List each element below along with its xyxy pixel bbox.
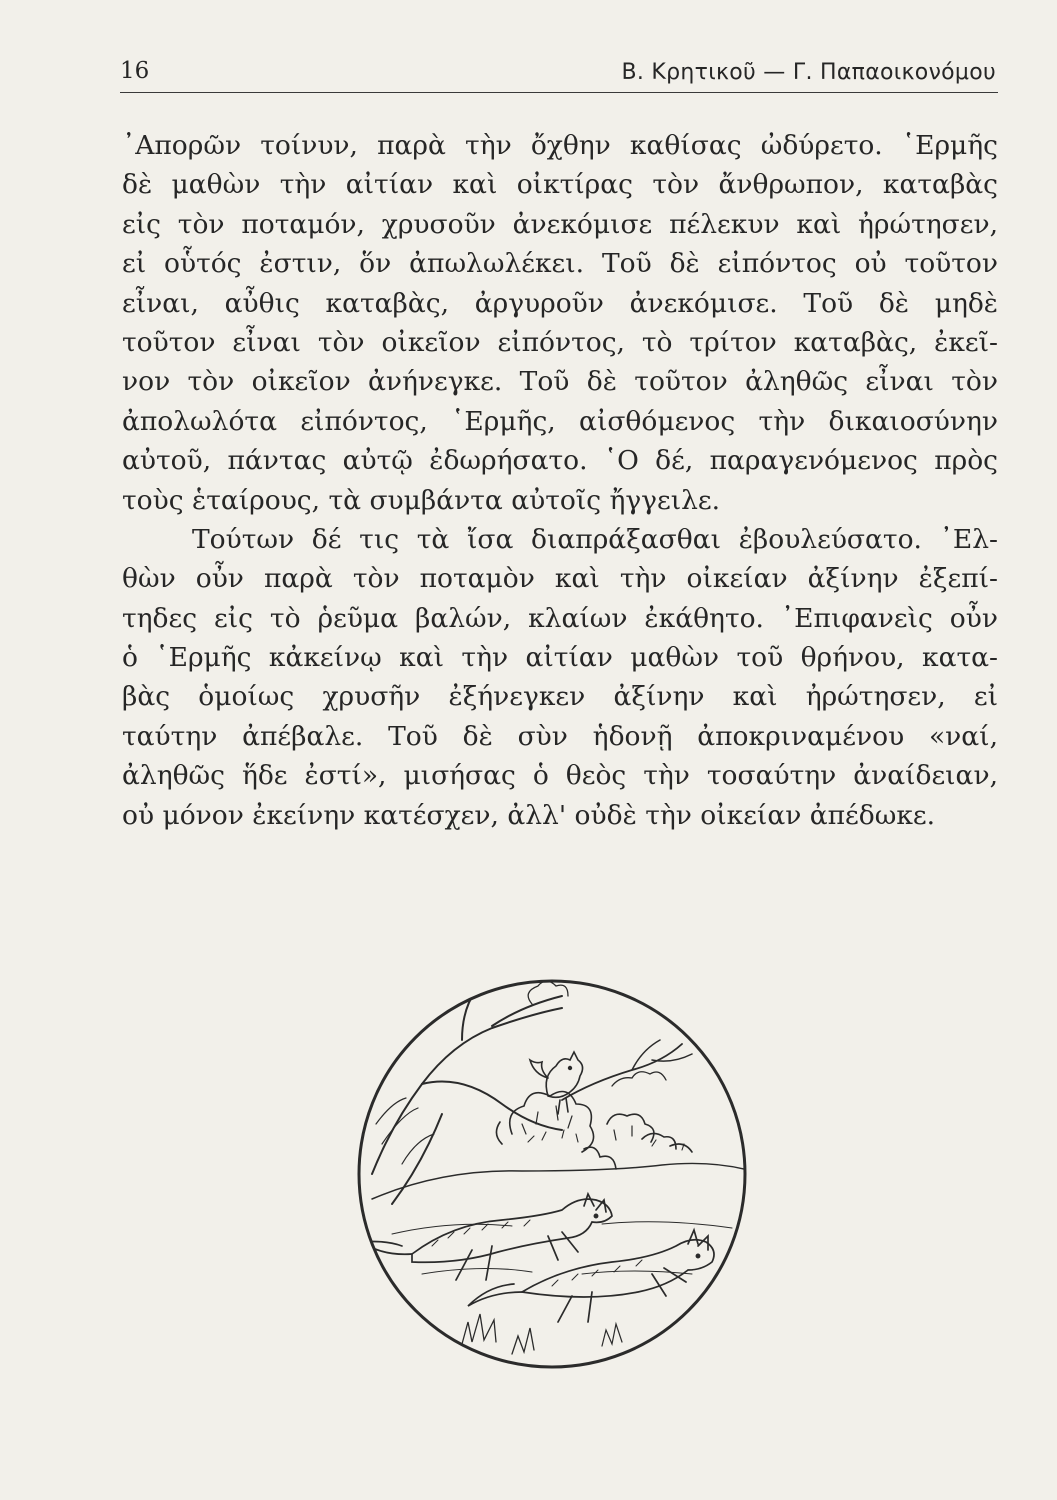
text-line: ὁ ῾Ερμῆς κἀκείνῳ καὶ τὴν αἰτίαν μαθὼν τοῦ θρήνου, κατα-: [122, 642, 998, 674]
fox-illustration: [362, 1194, 612, 1280]
paragraph-1: [122, 126, 998, 520]
vignette-border: [359, 981, 745, 1367]
text-line: τοῦτον εἶναι τὸν οἰκεῖον εἰπόντος, τὸ τρίτον καταβὰς, ἐκεῖ-: [122, 326, 998, 358]
text-line: Τούτων δέ τις τὰ ἴσα διαπράξασθαι ἐβουλεύσατο. ᾿Ελ-: [192, 523, 998, 555]
running-head: [120, 56, 998, 93]
text-line: ἀληθῶς ἥδε ἐστί», μισήσας ὁ θεὸς τὴν τοσαύτην ἀναίδειαν,: [122, 760, 998, 792]
text-line: αὐτοῦ, πάντας αὐτῷ ἐδωρήσατο. ῾Ο δέ, παραγενόμενος πρὸς: [122, 445, 998, 477]
text-line: βὰς ὁμοίως χρυσῆν ἐξήνεγκεν ἀξίνην καὶ ἠρώτησεν, εἰ: [122, 681, 998, 713]
text-line: τηδες εἰς τὸ ῥεῦμα βαλών, κλαίων ἐκάθητο. ᾿Επιφανεὶς οὖν: [122, 602, 998, 634]
tree-illustration: [352, 976, 692, 1204]
body-text: [122, 126, 998, 835]
rooster-illustration: [530, 1052, 583, 1114]
page-number: 16: [120, 58, 150, 84]
paragraph-2: [122, 520, 998, 835]
text-line: εἰς τὸν ποταμόν, χρυσοῦν ἀνεκόμισε πέλεκυν καὶ ἠρώτησεν,: [122, 208, 998, 240]
running-head-title: Β. Κρητικοῦ — Γ. Παπαοικονόμου: [621, 60, 996, 85]
text-line: θὼν οὖν παρὰ τὸν ποταμὸν καὶ τὴν οἰκείαν ἀξίνην ἐξεπί-: [122, 563, 998, 595]
circular-illustration: [352, 974, 752, 1374]
text-line: ταύτην ἀπέβαλε. Τοῦ δὲ σὺν ἡδονῇ ἀποκριναμένου «ναί,: [122, 720, 998, 752]
text-line: δὲ μαθὼν τὴν αἰτίαν καὶ οἰκτίρας τὸν ἄνθρωπον, καταβὰς: [122, 169, 998, 201]
text-line: εἰ οὗτός ἐστιν, ὅν ἀπωλωλέκει. Τοῦ δὲ εἰπόντος οὐ τοῦτον: [122, 248, 998, 280]
text-line: ἀπολωλότα εἰπόντος, ῾Ερμῆς, αἰσθόμενος τὴν δικαιοσύνην: [122, 405, 998, 437]
shrub-cluster-illustration: [496, 1092, 692, 1170]
text-line: εἶναι, αὖθις καταβὰς, ἀργυροῦν ἀνεκόμισε. Τοῦ δὲ μηδὲ: [122, 287, 998, 319]
text-line: ᾿Απορῶν τοίνυν, παρὰ τὴν ὄχθην καθίσας ὠδύρετο. ῾Ερμῆς: [122, 130, 998, 161]
fleeing-animal-illustration: [468, 1230, 714, 1322]
text-line: νον τὸν οἰκεῖον ἀνήνεγκε. Τοῦ δὲ τοῦτον ἀληθῶς εἶναι τὸν: [122, 366, 998, 398]
ground-lines-illustration: [372, 1163, 752, 1354]
text-line: οὐ μόνον ἐκείνην κατέσχεν, ἀλλ' οὐδὲ τὴν οἰκείαν ἀπέδωκε.: [122, 799, 936, 831]
text-line: τοὺς ἑταίρους, τὰ συμβάντα αὐτοῖς ἤγγειλε.: [122, 484, 721, 516]
